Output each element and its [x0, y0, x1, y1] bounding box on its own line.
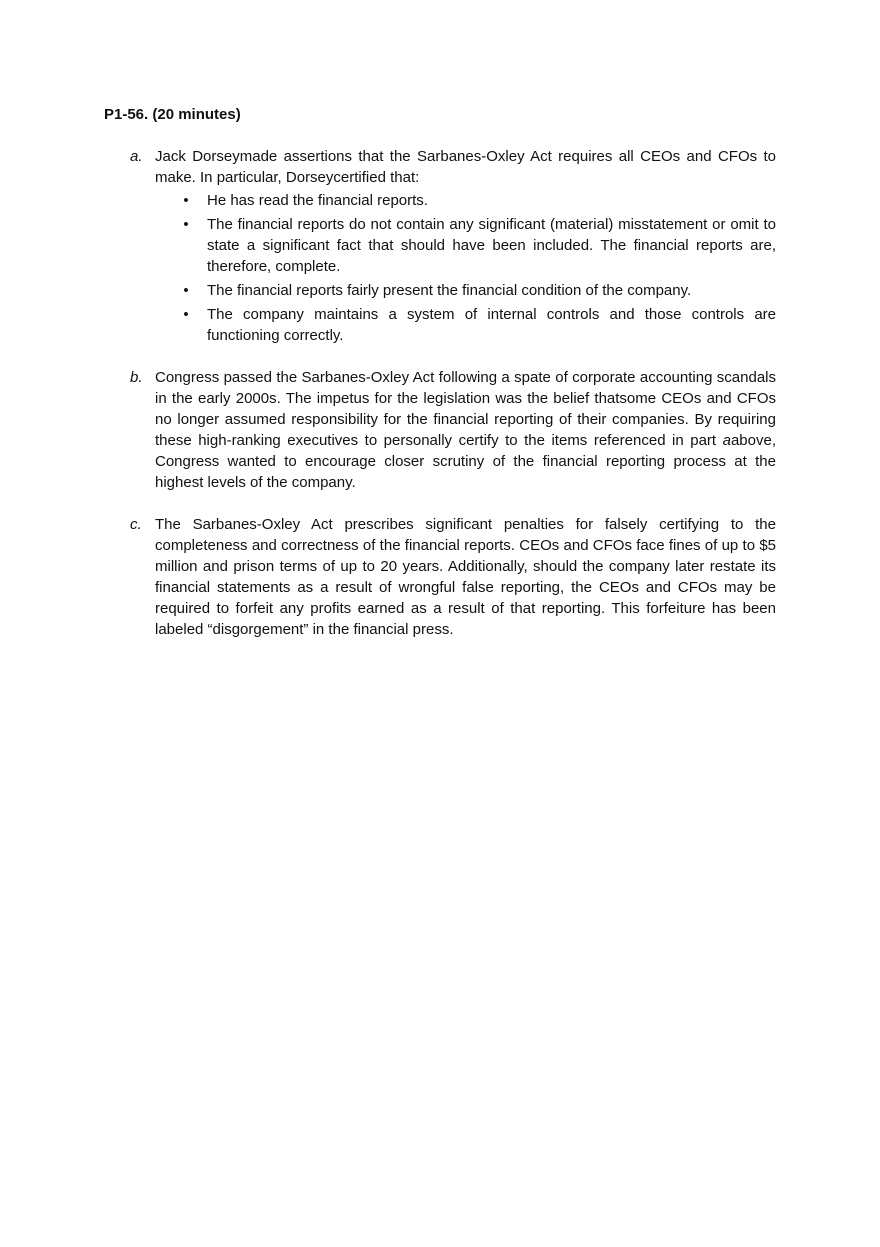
- bullet-icon: •: [183, 282, 189, 299]
- bullet-text: The financial reports do not contain any significant (material) misstatement or omit to state a significant fact that should have been included. The financial reports are, therefore, complete.: [207, 216, 776, 275]
- bullet-item: [130, 214, 776, 277]
- section-a-intro: Jack Dorseymade assertions that the Sarbanes-Oxley Act requires all CEOs and CFOs to make. In particular, Dorseycertified that:: [155, 148, 776, 186]
- section-c-paragraph: The Sarbanes-Oxley Act prescribes significant penalties for falsely certifying to the completeness and correctness of the financial reports. CEOs and CFOs face fines of up to $5 million and prison terms of up to 20 years. Additionally, should the company later restate its financial statements as a result of wrongful false reporting, the CEOs and CFOs may be required to forfeit any profits earned as a result of that reporting. This forfeiture has been labeled “disgorgement” in the financial press.: [155, 516, 776, 638]
- section-b-marker: b.: [130, 369, 143, 386]
- section-a-bullet-list: [130, 190, 776, 346]
- section-b-paragraph: [155, 367, 776, 493]
- section-b-text-after: above, Congress wanted to encourage closer scrutiny of the financial reporting process at the highest levels of the company.: [155, 432, 776, 491]
- bullet-text: The financial reports fairly present the financial condition of the company.: [207, 282, 692, 299]
- bullet-item: [130, 190, 776, 211]
- problem-title: P1-56. (20 minutes): [104, 106, 241, 123]
- bullet-text: The company maintains a system of internal controls and those controls are functioning correctly.: [207, 306, 776, 344]
- bullet-icon: •: [183, 216, 189, 233]
- section-b-text-before: Congress passed the Sarbanes-Oxley Act following a spate of corporate accounting scandals in the early 2000s. The impetus for the legislation was the belief thatsome CEOs and CFOs no longer assumed responsibility for the financial reporting of their companies. By requiring these high-ranking executives to personally certify to the items referenced in part: [155, 369, 776, 449]
- bullet-item: [130, 280, 776, 301]
- section-a: [130, 146, 776, 349]
- section-c: [130, 514, 776, 640]
- bullet-text: He has read the financial reports.: [207, 192, 428, 209]
- section-b-part-reference: a: [722, 432, 731, 449]
- section-b: [130, 367, 776, 493]
- section-a-marker: a.: [130, 148, 143, 165]
- section-c-marker: c.: [130, 516, 142, 533]
- bullet-item: [130, 304, 776, 346]
- bullet-icon: •: [183, 306, 189, 323]
- bullet-icon: •: [183, 192, 189, 209]
